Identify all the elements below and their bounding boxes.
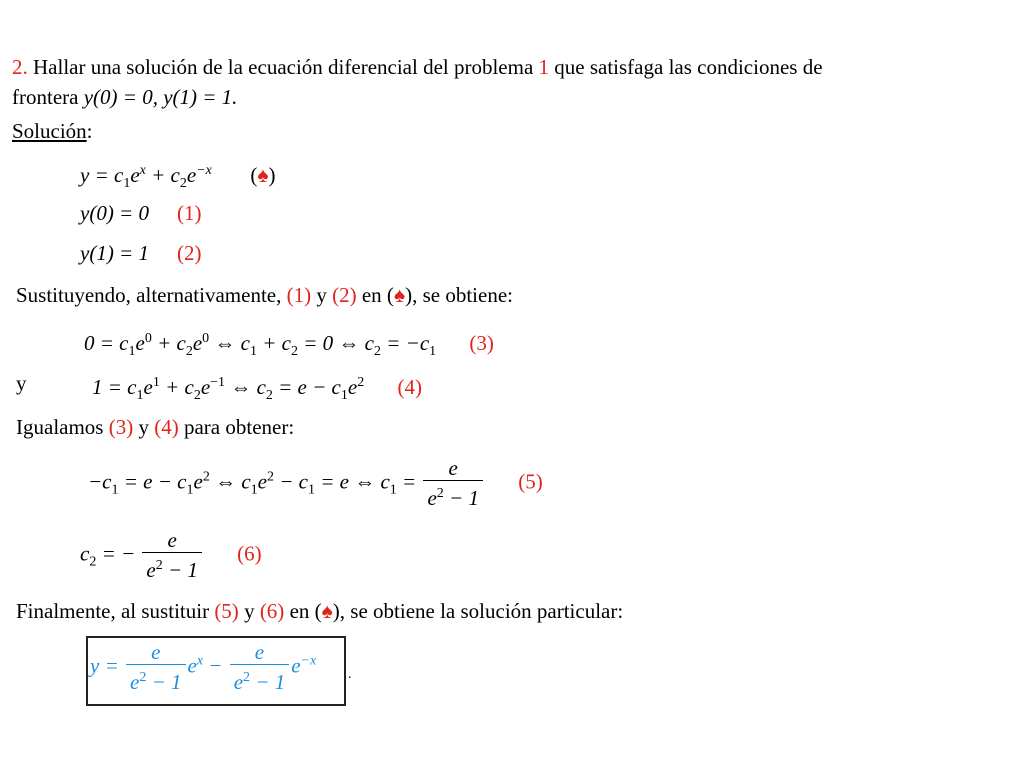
tag-1: (1)	[176, 201, 202, 225]
tag-6: (6)	[237, 541, 262, 566]
problem-text-cont: que satisfaga las condiciones de	[554, 55, 823, 79]
equation-5: $-c_1 = e - c_1e^2$ ⇔ $c_1e^2 - c_1 = e$ ⇔ $c_1$ = $\frac{e}{e^2 - 1}$ (5)	[88, 456, 543, 510]
boundary-conditions: y(0) = 0, y(1) = 1.	[83, 85, 238, 109]
final-line: Finalmente, al sustituir (5) y (6) en (♠), se obtiene la solución particular:	[16, 599, 624, 623]
answer-fraction-2: $\frac{e}{e^2 - 1}$	[230, 640, 290, 695]
tag-4: (4)	[397, 375, 422, 399]
problem-line-2	[12, 84, 237, 110]
problem-text-2: frontera	[12, 85, 79, 109]
tag-2: (2)	[176, 241, 202, 265]
equation-2: y(1) = 1 (2)	[80, 241, 202, 265]
fraction-c1: $\frac{e}{e^2 - 1}$	[423, 456, 483, 511]
solution-label: Solución	[12, 119, 87, 143]
general-solution: $y = c_1e^x + c_2e^{-x}$ (♠)	[80, 163, 276, 191]
particular-solution: y = $\frac{e}{e^2 - 1}$ $e^x$ − $\frac{e}{e^2 - 1}$ $e^{-x}$	[90, 640, 317, 694]
tag-5: (5)	[518, 469, 543, 494]
answer-fraction-1: $\frac{e}{e^2 - 1}$	[126, 640, 186, 695]
general-solution-tag: (♠)	[250, 163, 276, 187]
problem-number: 2.	[12, 55, 28, 79]
equation-6: $c_2$ = − $\frac{e}{e^2 - 1}$ (6)	[80, 528, 262, 582]
equation-1: y(0) = 0 (1)	[80, 201, 202, 225]
fraction-c2: $\frac{e}{e^2 - 1}$	[142, 528, 202, 583]
equation-3: $0 = c_1e^0 + c_2e^0$ ⇔ $c_1 + c_2 = 0$ ⇔ $c_2 = -c_1$ (3)	[84, 331, 494, 359]
equation-4-word: y	[16, 371, 27, 395]
tag-3: (3)	[469, 331, 494, 355]
problem-text: Hallar una solución de la ecuación diferencial del problema	[33, 55, 534, 79]
substitution-line: Sustituyendo, alternativamente, (1) y (2) en (♠), se obtiene:	[16, 283, 513, 307]
equate-line: Igualamos (3) y (4) para obtener:	[16, 415, 295, 439]
problem-line-1	[12, 54, 823, 80]
solution-heading: Solución:	[12, 119, 93, 143]
problem-ref: 1	[538, 55, 550, 79]
answer-period: .	[348, 667, 352, 682]
equation-4: $1 = c_1e^1 + c_2e^{-1}$ ⇔ $c_2 = e - c_1e^2$ (4)	[92, 375, 422, 403]
